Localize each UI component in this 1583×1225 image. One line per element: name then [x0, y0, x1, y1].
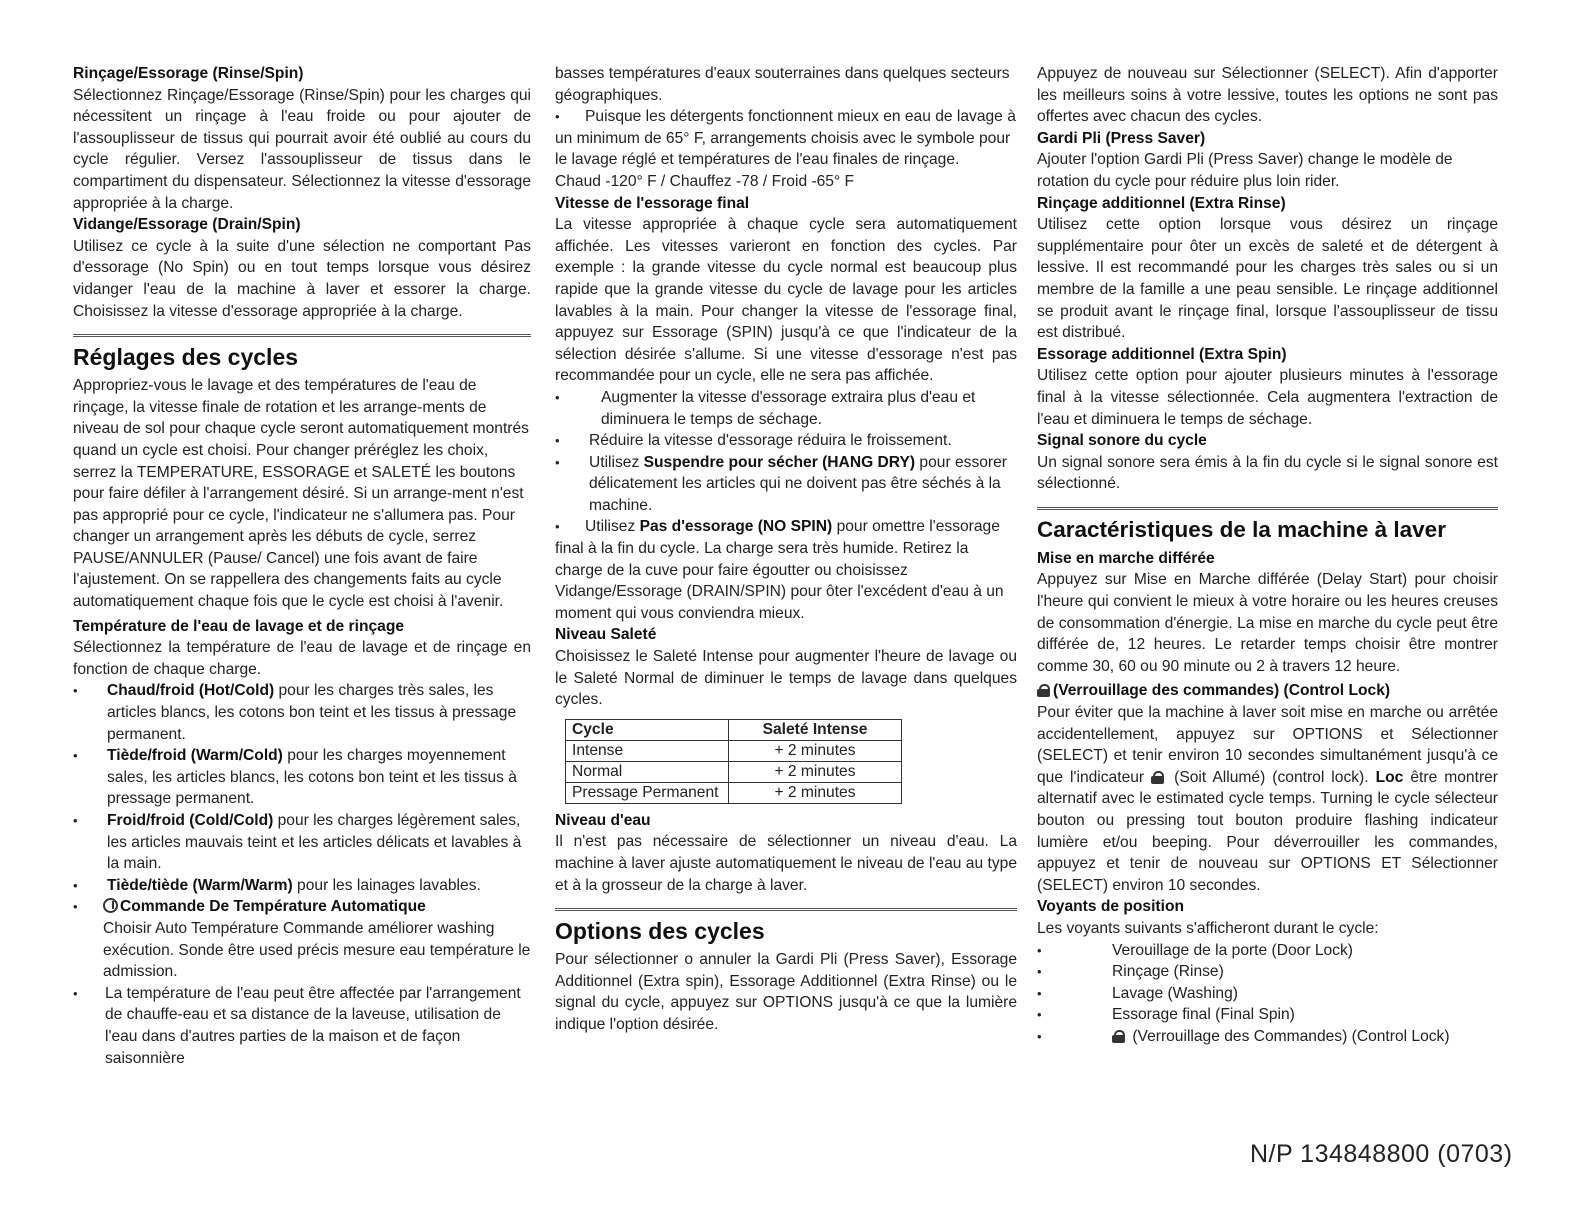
loc-label: Loc	[1375, 768, 1404, 786]
spin-faster-note: Augmenter la vitesse d'essorage extraira plus d'eau et diminuera le temps de séchage.	[601, 388, 976, 428]
cold-cold-label: Froid/froid (Cold/Cold)	[107, 812, 274, 829]
final-spin-text: La vitesse appropriée à chaque cycle sera automatiquement affichée. Les vitesses varieront en fonction des cycles. Par exemple : la grande vitesse du cycle normal est beaucoup plus rapide que la grande vitesse du cycle de lavage pour les articles lavables à la main. Pour changer la vitesse de l'essorage final, appuyez sur Essorage (SPIN) jusqu'à ce que l'indicateur de la sélection désirée s'allume. Si une vitesse d'essorage n'est pas recommandée pour un cycle, elle ne sera pas affichée.	[555, 216, 1017, 385]
table-row	[566, 740, 902, 761]
drain-spin-text: Utilisez ce cycle à la suite d'une sélection ne comportant Pas d'essorage (No Spin) ou en tout temps lorsque vous désirez vidanger l'eau de la machine à laver et essorer la charge. Choisissez la vitesse d'essorage appropriée à la charge.	[73, 237, 531, 320]
control-lock-heading-row	[1037, 680, 1498, 702]
list-item	[73, 875, 531, 897]
warm-warm-label: Tiède/tiède (Warm/Warm)	[107, 876, 293, 894]
lock-icon	[1151, 771, 1164, 783]
water-level-heading: Niveau d'eau	[555, 811, 651, 829]
no-spin-label: Pas d'essorage (NO SPIN)	[639, 518, 833, 536]
list-item	[73, 680, 531, 745]
table-header-cycle: Cycle	[566, 719, 729, 740]
press-saver-heading: Gardi Pli (Press Saver)	[1037, 129, 1206, 147]
control-lock-text	[1037, 702, 1498, 896]
detergent-list	[555, 106, 1017, 171]
extra-rinse-heading: Rinçage additionnel (Extra Rinse)	[1037, 194, 1286, 212]
status-lights-heading: Voyants de position	[1037, 898, 1184, 916]
final-spin-heading: Vitesse de l'essorage final	[555, 194, 750, 212]
lock-icon	[1112, 1030, 1125, 1042]
control-lock-light: (Verrouillage des Commandes) (Control Lock)	[1132, 1027, 1450, 1045]
list-item	[555, 516, 1017, 624]
hang-dry-label: Suspendre pour sécher (HANG DRY)	[643, 453, 916, 471]
temperature-values: Chaud -120° F / Chauffez -78 / Froid -65° F	[555, 172, 855, 190]
warm-cold-label: Tiède/froid (Warm/Cold)	[107, 747, 283, 765]
select-again-text: Appuyez de nouveau sur Sélectionner (SELECT). Afin d'apporter les meilleurs soins à votre lessive, toutes les options ne sont pas offertes avec chacun des cycles.	[1037, 65, 1498, 126]
part-number: N/P 134848800 (0703)	[1250, 1140, 1513, 1168]
soil-level-heading: Niveau Saleté	[555, 626, 657, 644]
no-spin-desc: pour omettre l'essorage final à la fin du cycle. La charge sera très humide. Retirez la charge de la cuve pour faire égoutter ou choisissez Vidange/Essorage (DRAIN/SPIN) pour ôter l'excédent d'eau à un moment qui vous conviendra mieux.	[555, 518, 1004, 622]
extra-spin-heading: Essorage additionnel (Extra Spin)	[1037, 345, 1287, 363]
hot-cold-label: Chaud/froid (Hot/Cold)	[107, 682, 275, 700]
cycle-signal-heading: Signal sonore du cycle	[1037, 432, 1207, 450]
list-item: • Lavage (Washing)	[1037, 983, 1498, 1005]
water-temp-text: Sélectionnez la température de l'eau de lavage et de rinçage en fonction de chaque charge.	[73, 639, 531, 678]
temp-options-list	[73, 680, 531, 1069]
status-lights-list	[1037, 940, 1498, 1048]
table-header-intense: Saleté Intense	[729, 719, 902, 740]
control-lock-text-1: Pour éviter que la machine à laver soit mise en marche ou arrêtée accidentellement, appuyez sur OPTIONS et Sélectionner (SELECT) et tenir environ 10 secondes simultanément jusqu'à ce que l'indicateur	[1037, 704, 1498, 786]
soil-level-text: Choisissez le Saleté Intense pour augmenter l'heure de lavage ou le Saleté Normal de diminuer le temps de lavage dans quelques cycles.	[555, 648, 1017, 709]
water-temp-heading: Température de l'eau de lavage et de rinçage	[73, 617, 405, 635]
list-item	[73, 896, 531, 982]
no-spin-prefix: Utilisez	[585, 518, 640, 536]
list-item	[1037, 1026, 1498, 1048]
section-divider	[73, 334, 531, 337]
cycle-options-title: Options des cycles	[555, 918, 765, 945]
delay-start-text: Appuyez sur Mise en Marche différée (Delay Start) pour choisir l'heure qui convient le mieux à votre horaire ou les heures creuses de consommation d'énergie. La mise en marche du cycle peut être différée de, 12 heures. Le retarder temps choisir être montrer comme 30, 60 ou 90 minute ou 2 à travers 12 heure.	[1037, 571, 1498, 675]
washer-features-title: Caractéristiques de la machine à laver	[1037, 516, 1446, 542]
press-saver-text: Ajouter l'option Gardi Pli (Press Saver) change le modèle de rotation du cycle pour réduire plus loin rider.	[1037, 151, 1453, 190]
rinse-spin-heading: Rinçage/Essorage (Rinse/Spin)	[73, 65, 304, 82]
warm-warm-desc: pour les lainages lavables.	[292, 876, 481, 894]
water-level-text: Il n'est pas nécessaire de sélectionner un niveau d'eau. La machine à laver ajuste automatiquement le niveau de l'eau au type et à la grosseur de la charge à laver.	[555, 833, 1017, 894]
drain-spin-heading: Vidange/Essorage (Drain/Spin)	[73, 216, 301, 234]
table-cell-cycle: Normal	[566, 761, 729, 782]
table-cell-cycle: Intense	[566, 740, 729, 761]
warm-cold-desc: pour les charges moyennement sales, les articles blancs, les cotons bon teint et les tissus à pressage permanent.	[107, 747, 517, 808]
extra-spin-text: Utilisez cette option pour ajouter plusieurs minutes à l'essorage final à la vitesse sélectionnée. Cela augmentera l'extraction de l'eau et diminuera le temps de séchage.	[1037, 367, 1498, 428]
table-cell-cycle: Pressage Permanent	[566, 782, 729, 803]
list-item	[555, 452, 1017, 517]
hang-dry-desc: pour essorer délicatement les articles qui ne doivent pas être séchés à la machine.	[589, 453, 1007, 514]
delay-start-heading: Mise en marche différée	[1037, 549, 1215, 567]
list-item	[555, 106, 1017, 171]
hot-cold-desc: pour les charges très sales, les articles blancs, les cotons bon teint et les tissus à pressage permanent.	[107, 682, 517, 743]
cycle-signal-text: Un signal sonore sera émis à la fin du cycle si le signal sonore est sélectionné.	[1037, 453, 1498, 493]
temp-note: La température de l'eau peut être affectée par l'arrangement de chauffe-eau et sa distance de la laveuse, utilisation de l'eau dans d'autres parties de la maison et de façon saisonnière	[105, 984, 521, 1067]
cycle-settings-title: Réglages des cycles	[73, 344, 299, 371]
list-item: • Rinçage (Rinse)	[1037, 961, 1498, 983]
cycle-settings-text: Appropriez-vous le lavage et des températures de l'eau de rinçage, la vitesse finale de rotation et les arrange-ments de niveau de sol pour chaque cycle seront automatiquement montrés quand un cycle est choisi. Pour changer préréglez les choix, serrez la TEMPERATURE, ESSORAGE et SALETÉ les boutons pour faire défiler à l'arrangement désiré. Si un arrange-ment n'est pas approprié pour ce cycle, l'indicateur ne s'allumera pas. Pour changer un arrangement après les débuts de cycle, serrez PAUSE/ANNULER (Pause/ Cancel) une fois avant de faire l'ajustement. On se rappellera des changements faits au cycle automatiquement chaque fois que le cycle est choisi à l'avenir.	[73, 377, 529, 611]
table-row	[566, 761, 902, 782]
table-cell-time: + 2 minutes	[729, 740, 902, 761]
column-1	[73, 63, 531, 1069]
list-item	[73, 983, 531, 1069]
detergent-note: Puisque les détergents fonctionnent mieux en eau de lavage à un minimum de 65° F, arrangements choisis avec le symbole pour le lavage réglé et températures de l'eau finales de rinçage.	[555, 108, 1016, 169]
extra-rinse-text: Utilisez cette option lorsque vous désirez un rinçage supplémentaire pour ôter un excès de saleté et de détergent à lessive. Il est recommandé pour les charges très sales ou si un membre de la famille a une peau sensible. Le rinçage additionnel se produit avant le rinçage final, lorsque l'assouplisseur de tissu est distribué.	[1037, 216, 1498, 342]
list-item: • Essorage final (Final Spin)	[1037, 1004, 1498, 1026]
table-header-row	[566, 719, 902, 740]
table-cell-time: + 2 minutes	[729, 782, 902, 803]
control-lock-text-3: être montrer alternatif avec le estimated cycle temps. Turning le cycle sélecteur bouton ou pressing tout bouton produire flashing indicateur lumière et/ou beeping. Pour déverrouiller les commandes, appuyez et tenir de nouveau sur OPTIONS ET Sélectionner (SELECT) environ 10 secondes.	[1037, 768, 1498, 894]
section-divider	[1037, 507, 1498, 510]
list-item	[555, 430, 1017, 452]
rinse-spin-text: Sélectionnez Rinçage/Essorage (Rinse/Spin) pour les charges qui nécessitent un rinçage à l'eau froide ou pour ajouter de l'assouplisseur de tissus qui pourrait avoir été oublié au cours du cycle régulier. Versez l'assouplisseur de tissus dans le compartiment du dispensateur. Sélectionnez la vitesse d'essorage appropriée à la charge.	[73, 86, 531, 212]
auto-temperature-icon	[103, 898, 118, 913]
column-3	[1037, 63, 1498, 1048]
spin-options-list	[555, 387, 1017, 625]
auto-temp-desc: Choisir Auto Température Commande améliorer washing exécution. Sonde être used précis mesure eau température le admission.	[103, 919, 531, 981]
hang-dry-prefix: Utilisez	[589, 453, 644, 471]
auto-temp-label: Commande De Température Automatique	[120, 898, 426, 916]
groundwater-text: basses températures d'eaux souterraines dans quelques secteurs géographiques.	[555, 65, 1010, 104]
control-lock-text-2: (Soit Allumé) (control lock).	[1167, 768, 1376, 786]
control-lock-heading: (Verrouillage des commandes) (Control Lock)	[1053, 682, 1391, 700]
spin-slower-note: Réduire la vitesse d'essorage réduira le froissement.	[589, 432, 952, 450]
list-item: • Verouillage de la porte (Door Lock)	[1037, 940, 1498, 962]
column-2	[555, 63, 1017, 1036]
lock-icon	[1037, 684, 1050, 696]
list-item	[73, 745, 531, 810]
table-row	[566, 782, 902, 803]
list-item	[73, 810, 531, 875]
soil-level-table	[565, 719, 902, 804]
table-cell-time: + 2 minutes	[729, 761, 902, 782]
list-item	[555, 387, 1017, 430]
status-lights-text: Les voyants suivants s'afficheront durant le cycle:	[1037, 919, 1379, 937]
cold-cold-desc: pour les charges légèrement sales, les articles mauvais teint et les articles délicats et lavables à la main.	[107, 812, 522, 873]
cycle-options-text: Pour sélectionner o annuler la Gardi Pli (Press Saver), Essorage Additionnel (Extra spin), Essorage Additionnel (Extra Rinse) ou le signal du cycle, appuyez sur OPTIONS jusqu'à ce que la lumière indique l'option désirée.	[555, 951, 1017, 1033]
section-divider	[555, 908, 1017, 911]
